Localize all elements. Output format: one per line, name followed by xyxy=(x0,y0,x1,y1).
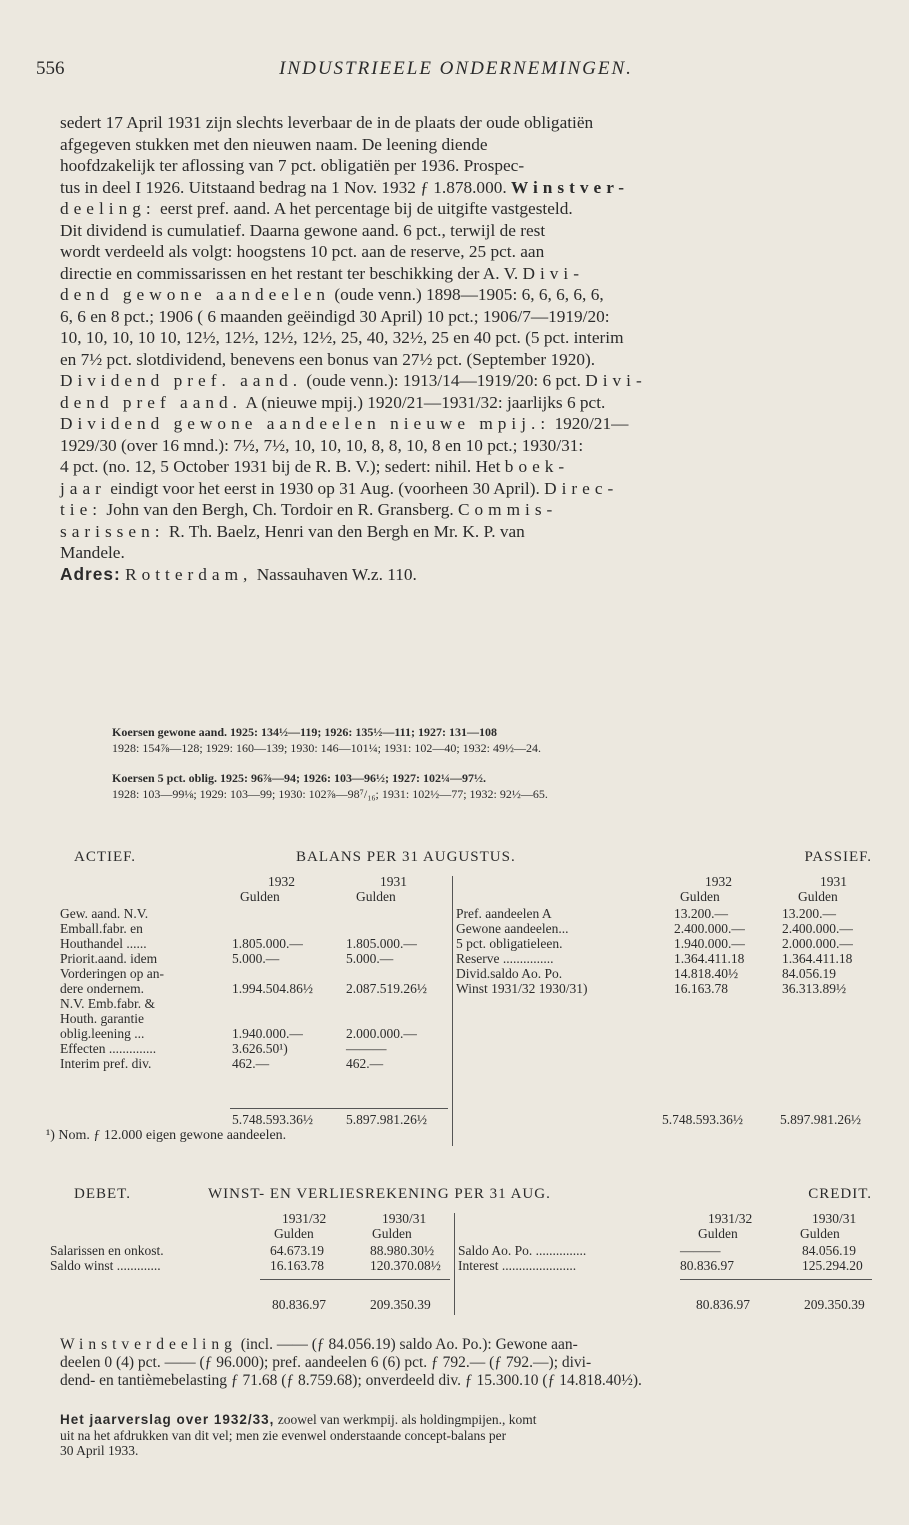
row-value: 1.364.411.18 xyxy=(674,951,745,966)
row-label: Reserve ............... xyxy=(456,951,554,966)
table-row xyxy=(60,1011,450,1026)
table-row xyxy=(60,1056,450,1071)
row-value: 16.163.78 xyxy=(270,1258,324,1273)
row-label: oblig.leening ... xyxy=(60,1026,145,1041)
row-label: Salarissen en onkost. xyxy=(50,1243,164,1258)
page-number: 556 xyxy=(36,58,65,79)
table-row xyxy=(50,1258,450,1273)
row-value: 120.370.08½ xyxy=(370,1258,441,1273)
table-row xyxy=(60,1026,450,1041)
running-title: INDUSTRIEELE ONDERNEMINGEN. xyxy=(279,58,633,79)
table-row xyxy=(456,921,872,936)
bond-prices: Koersen 5 pct. oblig. 1925: 96⅞—94; 1926: 103—96½; 1927: 102¼—97½. 1928: 103—99⅛; 1929: 103—99; 1930: 102⅞—98⁷/₁₆; 1931: 102½—77; 1932: 92½—65. xyxy=(112,771,548,801)
row-label: 5 pct. obligatieleen. xyxy=(456,936,563,951)
annual-report-note: Het jaarverslag over 1932/33, zoowel van werkmpij. als holdingmpijen., komt uit na het afdrukken van dit vel; men zie evenwel onderstaande concept-balans per 30 April 1933. xyxy=(60,1412,537,1458)
text-line: sedert 17 April 1931 zijn slechts leverbaar de in de plaats der oude obligatiën xyxy=(60,113,594,132)
total-credit-1930-31: 209.350.39 xyxy=(804,1297,865,1312)
row-value: 1.364.411.18 xyxy=(782,951,853,966)
row-value: 2.000.000.— xyxy=(346,1026,417,1041)
text-line: hoofdzakelijk ter aflossing van 7 pct. obligatiën per 1936. Prospec- xyxy=(60,156,525,175)
row-value: 5.000.— xyxy=(346,951,394,966)
text-line: Mandele. xyxy=(60,543,125,562)
table-row xyxy=(60,996,450,1011)
row-label: Gewone aandeelen... xyxy=(456,921,569,936)
row-value: 3.626.50¹) xyxy=(232,1041,288,1056)
total-assets-1931: 5.897.981.26½ xyxy=(346,1112,427,1127)
row-label: Vorderingen op an- xyxy=(60,966,164,981)
row-value: 2.087.519.26½ xyxy=(346,981,427,996)
row-label: Interest ...................... xyxy=(458,1258,577,1273)
row-value: 125.294.20 xyxy=(802,1258,863,1273)
row-value: 36.313.89½ xyxy=(782,981,847,996)
row-value: 1.940.000.— xyxy=(674,936,745,951)
profit-distribution: Winstverdeeling (incl. —— (ƒ 84.056.19) saldo Ao. Po.): Gewone aan- deelen 0 (4) pct. —— (ƒ 96.000); pref. aandeelen 6 (6) pct. ƒ 792.— (ƒ 792.—); divi- dend- en tantièmebelasting ƒ 71.68 (ƒ 8.759.68); onverdeeld div. ƒ 15.300.10 (ƒ 14.818.40½). xyxy=(60,1336,642,1389)
page-header xyxy=(36,58,876,88)
row-label: Pref. aandeelen A xyxy=(456,906,552,921)
table-row xyxy=(456,966,872,981)
credit-list xyxy=(458,1243,872,1273)
text-line: 1929/30 (over 16 mnd.): 7½, 7½, 10, 10, 10, 8, 8, 10, 8 en 10 pct.; 1930/31: xyxy=(60,435,584,455)
debet-list xyxy=(50,1243,450,1273)
row-value: 2.400.000.— xyxy=(782,921,853,936)
table-row xyxy=(456,936,872,951)
profit-loss-account: DEBET. WINST- EN VERLIESREKENING PER 31 AUG. CREDIT. 1931/32 1930/31 1931/32 1930/31 Gulden Gulden Gulden Gulden Salarissen en onkost. 64.673.19 88.980.30½ Saldo winst ............. 16.163.78 120.370.08½ Saldo Ao. Po. ............... ——— 84.056.19 Interest ...................... 80.836.97 125.294.20 80.836.97 209.350.39 80.836.97 209.350.39 xyxy=(60,1187,872,1327)
total-liab-1932: 5.748.593.36½ xyxy=(662,1112,743,1127)
row-label: Houth. garantie xyxy=(60,1011,144,1026)
table-row xyxy=(456,951,872,966)
row-value: 84.056.19 xyxy=(782,966,836,981)
row-label: Divid.saldo Ao. Po. xyxy=(456,966,563,981)
text-line: directie en commissarissen en het restant ter beschikking der A. V. Divi- xyxy=(60,263,584,283)
text-line: Dividend gewone aandeelen nieuwe mpij.: 1920/21— xyxy=(60,414,629,433)
text-line: 6, 6 en 8 pct.; 1906 ( 6 maanden geëindigd 30 April) 10 pct.; 1906/7—1919/20: xyxy=(60,306,610,326)
row-value: 14.818.40½ xyxy=(674,966,739,981)
row-label: Saldo Ao. Po. ............... xyxy=(458,1243,587,1258)
text-line: en 7½ pct. slotdividend, benevens een bonus van 27½ pct. (September 1920). xyxy=(60,349,596,369)
row-label: Saldo winst ............. xyxy=(50,1258,161,1273)
row-value: 1.805.000.— xyxy=(232,936,303,951)
text-line: wordt verdeeld als volgt: hoogstens 10 pct. aan de reserve, 25 pct. aan xyxy=(60,242,545,261)
table-row xyxy=(60,966,450,981)
text-line: tie: John van den Bergh, Ch. Tordoir en R. Gransberg. Commis- xyxy=(60,500,558,519)
row-value: 84.056.19 xyxy=(802,1243,856,1258)
row-value: 2.000.000.— xyxy=(782,936,853,951)
row-label: Effecten .............. xyxy=(60,1041,157,1056)
row-value: ——— xyxy=(680,1243,721,1258)
row-value: 462.— xyxy=(232,1056,270,1071)
company-description xyxy=(60,112,872,585)
text-line: sarissen: R. Th. Baelz, Henri van den Bergh en Mr. K. P. van xyxy=(60,521,525,541)
row-label: Gew. aand. N.V. xyxy=(60,906,149,921)
text-line: deeling: eerst pref. aand. A het percentage bij de uitgifte vastgesteld. xyxy=(60,199,573,218)
row-label: Winst 1931/32 1930/31) xyxy=(456,981,588,996)
row-label: Emball.fabr. en xyxy=(60,921,143,936)
credit-heading: CREDIT. xyxy=(808,1186,872,1202)
address-label: Adres: xyxy=(60,563,121,584)
text-line: jaar eindigt voor het eerst in 1930 op 31 Aug. (voorheen 30 April). Direc- xyxy=(60,478,619,498)
row-value: 5.000.— xyxy=(232,951,280,966)
row-value: ——— xyxy=(346,1041,387,1056)
table-row xyxy=(458,1243,872,1258)
passief-heading: PASSIEF. xyxy=(804,849,872,865)
row-value: 88.980.30½ xyxy=(370,1243,435,1258)
row-value: 2.400.000.— xyxy=(674,921,745,936)
footnote: ¹) Nom. ƒ 12.000 eigen gewone aandeelen. xyxy=(46,1128,287,1143)
pl-title: WINST- EN VERLIESREKENING PER 31 AUG. xyxy=(208,1186,551,1202)
table-row xyxy=(60,1041,450,1056)
balance-title: BALANS PER 31 AUGUSTUS. xyxy=(296,849,516,865)
row-value: 16.163.78 xyxy=(674,981,728,996)
row-value: 80.836.97 xyxy=(680,1258,734,1273)
text-line: dend pref aand. A (nieuwe mpij.) 1920/21—1931/32: jaarlijks 6 pct. xyxy=(60,392,606,412)
total-liab-1931: 5.897.981.26½ xyxy=(780,1112,861,1127)
liabilities-list xyxy=(456,906,872,996)
text-line: dend gewone aandeelen (oude venn.) 1898—1905: 6, 6, 6, 6, 6, xyxy=(60,285,604,304)
row-value: 1.805.000.— xyxy=(346,936,417,951)
assets-list xyxy=(60,906,450,1071)
table-row xyxy=(456,906,872,921)
row-label: Priorit.aand. idem xyxy=(60,951,158,966)
text-line: Dividend pref. aand. (oude venn.): 1913/14—1919/20: 6 pct. Divi- xyxy=(60,371,647,390)
table-row xyxy=(60,936,450,951)
debet-heading: DEBET. xyxy=(74,1186,131,1202)
text-line: tus in deel I 1926. Uitstaand bedrag na 1 Nov. 1932 ƒ 1.878.000. Winstver- xyxy=(60,177,629,197)
row-value: 462.— xyxy=(346,1056,384,1071)
address-line: Adres: Rotterdam, Nassauhaven W.z. 110. xyxy=(60,563,417,584)
table-row xyxy=(456,981,872,996)
row-value: 64.673.19 xyxy=(270,1243,324,1258)
text-line: Dit dividend is cumulatief. Daarna gewone aand. 6 pct., terwijl de rest xyxy=(60,220,546,240)
table-row xyxy=(458,1258,872,1273)
total-credit-1931-32: 80.836.97 xyxy=(696,1297,750,1312)
row-value: 1.940.000.— xyxy=(232,1026,303,1041)
row-label: Interim pref. div. xyxy=(60,1056,152,1071)
actief-heading: ACTIEF. xyxy=(74,849,137,865)
table-row xyxy=(50,1243,450,1258)
balance-sheet: ACTIEF. BALANS PER 31 AUGUSTUS. PASSIEF. 1932 1931 1932 1931 Gulden Gulden Gulden Gulden Gew. aand. N.V. Emball.fabr. en Houthandel ...... 1.805.000.— 1.805.000.— Priorit.aand. idem 5.000.— 5.000.— Vorderingen op an- dere ondernem. 1.994.504.86½ 2.087.519.26½ N.V. Emb.fabr. & Houth. garantie oblig.leening ... 1.940.000.— 2.000.000.— Effecten .............. 3.626.50¹) ——— Interim pref. div. 462.— 462.— Pref. aandeelen A 13.200.— 13.200.— Gewone aandeelen... 2.400.000.— 2.400.000.— 5 pct. obligatieleen. 1.940.000.— 2.000.000.— Reserve ............... 1.364.411.18 1.364.411.18 Divid.saldo Ao. Po. 14.818.40½ 84.056.19 Winst 1931/32 1930/31) 16.163.78 36.313.89½ 5.748.593.36½ 5.897.981.26½ 5.748.593.36½ 5.897.981.26½ ¹) Nom. ƒ 12.000 eigen gewone aandeelen. xyxy=(60,850,872,1150)
share-prices: Koersen gewone aand. 1925: 134½—119; 1926: 135½—111; 1927: 131—108 1928: 154⅞—128; 1929: 160—139; 1930: 146—101¼; 1931: 102—40; 1932: 49½—24. xyxy=(112,725,542,755)
row-value: 13.200.— xyxy=(674,906,728,921)
text-line: afgegeven stukken met den nieuwen naam. De leening diende xyxy=(60,134,488,154)
text-line: 10, 10, 10, 10 10, 12½, 12½, 12½, 12½, 25, 40, 32½, 25 en 40 pct. (5 pct. interim xyxy=(60,328,624,347)
row-label: Houthandel ...... xyxy=(60,936,147,951)
table-row xyxy=(60,981,450,996)
row-value: 1.994.504.86½ xyxy=(232,981,313,996)
row-label: dere ondernem. xyxy=(60,981,144,996)
row-value: 13.200.— xyxy=(782,906,836,921)
table-row xyxy=(60,906,450,921)
total-debet-1930-31: 209.350.39 xyxy=(370,1297,431,1312)
total-debet-1931-32: 80.836.97 xyxy=(272,1297,326,1312)
table-row xyxy=(60,951,450,966)
text-line: 4 pct. (no. 12, 5 October 1931 bij de R. B. V.); sedert: nihil. Het boek- xyxy=(60,457,570,476)
total-assets-1932: 5.748.593.36½ xyxy=(232,1112,313,1127)
table-row xyxy=(60,921,450,936)
row-label: N.V. Emb.fabr. & xyxy=(60,996,155,1011)
